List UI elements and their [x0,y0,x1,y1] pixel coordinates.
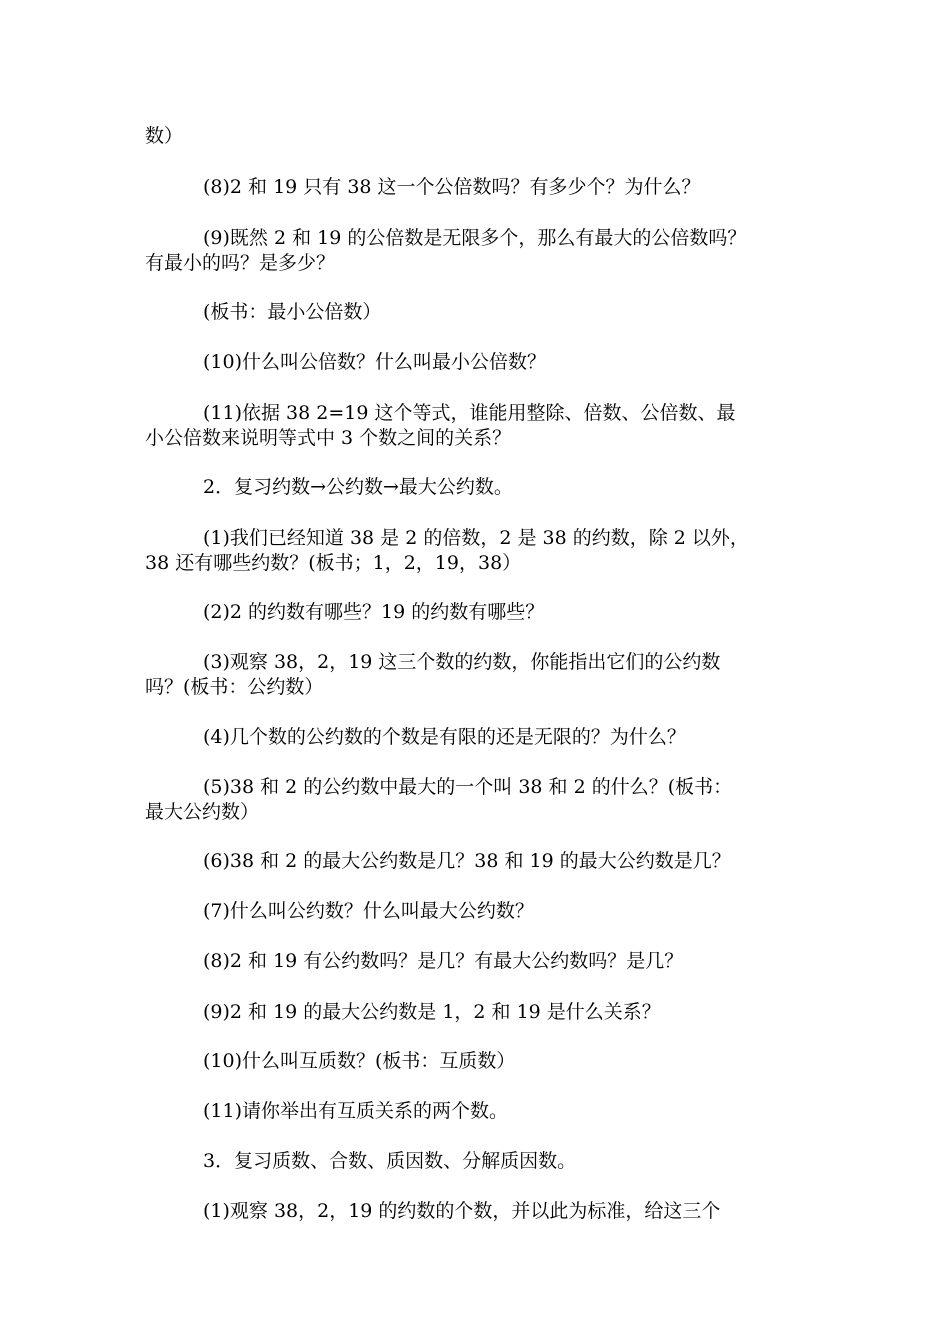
text-line: 38 还有哪些约数？(板书；1，2，19，38） [145,552,522,574]
text-line: (8)2 和 19 有公约数吗？是几？有最大公约数吗？是几？ [203,950,684,972]
text-line: (7)什么叫公约数？什么叫最大公约数？ [203,900,534,922]
paragraph [145,849,825,874]
paragraph [145,1000,825,1025]
paragraph [145,175,825,200]
text-line: (板书：最小公倍数） [203,301,382,323]
text-line: (4)几个数的公约数的个数是有限的还是无限的？为什么？ [203,726,686,748]
paragraph [145,949,825,974]
text-line: 3．复习质数、合数、质因数、分解质因数。 [203,1150,577,1172]
text-line: 小公倍数来说明等式中 3 个数之间的关系？ [145,427,512,449]
paragraph [145,600,825,625]
paragraph [145,1099,825,1124]
text-line: 数） [145,125,184,147]
paragraph [145,899,825,924]
text-line: (10)什么叫互质数？(板书：互质数） [203,1050,516,1072]
text-line: (9)2 和 19 的最大公约数是 1，2 和 19 是什么关系？ [203,1001,661,1023]
text-line: 有最小的吗？是多少？ [145,252,336,274]
text-line: 吗？(板书：公约数） [145,676,324,698]
text-line: (11)依据 38 2=19 这个等式，谁能用整除、倍数、公倍数、最 [203,402,736,424]
text-line: (6)38 和 2 的最大公约数是几？38 和 19 的最大公约数是几？ [203,850,731,872]
paragraph [145,526,825,576]
paragraph [145,350,825,375]
text-line: (8)2 和 19 只有 38 这一个公倍数吗？有多少个？为什么？ [203,176,701,198]
paragraph [145,300,825,325]
paragraph [145,401,825,451]
paragraph [145,1049,825,1074]
text-line: (2)2 的约数有哪些？19 的约数有哪些？ [203,601,545,623]
paragraph [145,725,825,750]
paragraph [145,650,825,700]
text-line: 最大公约数） [145,801,260,823]
text-line: (10)什么叫公倍数？什么叫最小公倍数？ [203,351,547,373]
text-line: (1)观察 38，2，19 的约数的个数，并以此为标准，给这三个 [203,1200,721,1222]
text-line: (5)38 和 2 的公约数中最大的一个叫 38 和 2 的什么？(板书： [203,776,733,798]
paragraph [145,124,825,149]
paragraph [145,775,825,825]
paragraph [145,1149,825,1174]
paragraph [145,1199,825,1224]
paragraph [145,226,825,276]
text-line: (11)请你举出有互质关系的两个数。 [203,1100,509,1122]
paragraph [145,475,825,500]
text-line: (3)观察 38，2，19 这三个数的约数，你能指出它们的公约数 [203,651,721,673]
text-line: (1)我们已经知道 38 是 2 的倍数，2 是 38 的约数，除 2 以外， [203,527,749,549]
text-line: (9)既然 2 和 19 的公倍数是无限多个，那么有最大的公倍数吗？ [203,227,747,249]
text-line: 2．复习约数→公约数→最大公约数。 [203,476,513,498]
